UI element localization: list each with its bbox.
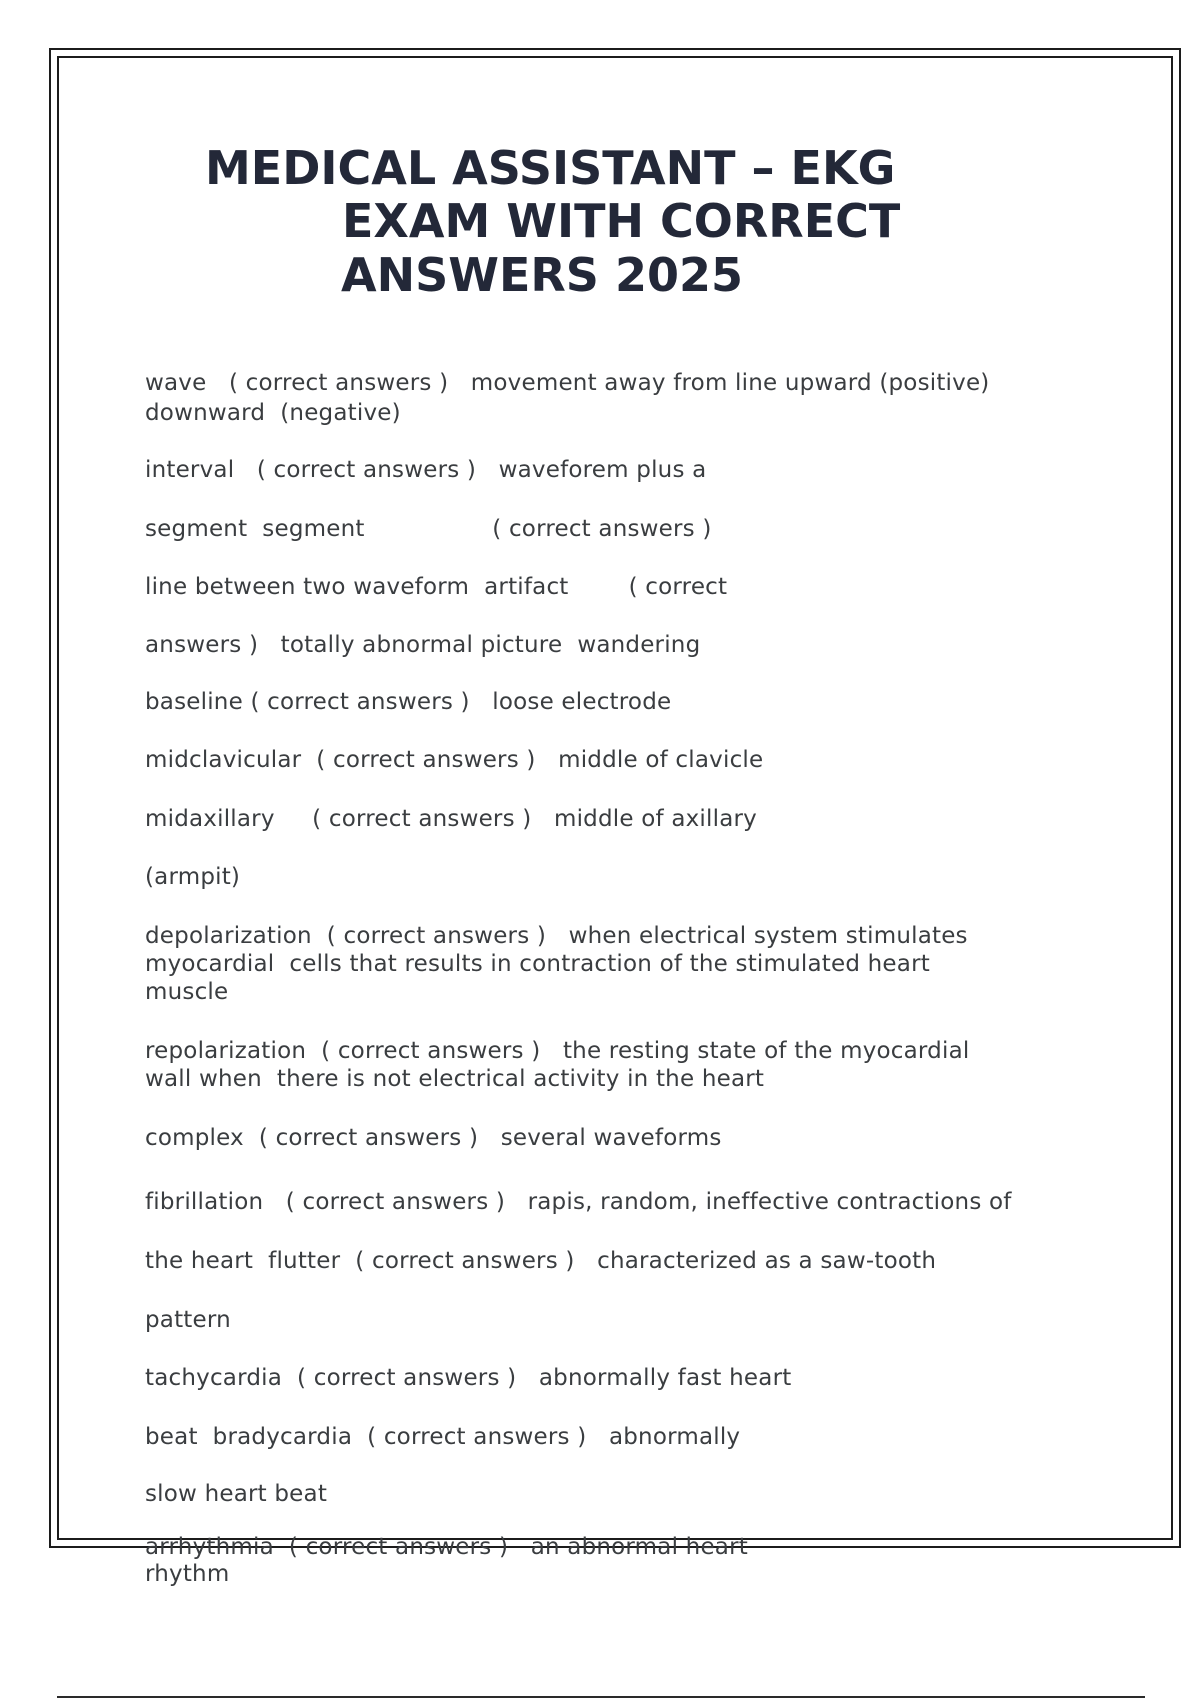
qa-line-depolarization: depolarization ( correct answers ) when electrical system stimulates (145, 923, 968, 949)
qa-line-flutter: the heart flutter ( correct answers ) characterized as a saw-tooth (145, 1248, 937, 1274)
qa-line-repolarization-cont: wall when there is not electrical activity in the heart (145, 1066, 765, 1092)
qa-line-fibrillation: fibrillation ( correct answers ) rapis, random, ineffective contractions of (145, 1189, 1012, 1215)
qa-line-armpit: (armpit) (145, 864, 241, 890)
footer-rule (57, 1696, 1145, 1698)
qa-line-pattern: pattern (145, 1307, 231, 1333)
qa-line-artifact: line between two waveform artifact ( correct (145, 574, 728, 600)
qa-line-wave: wave ( correct answers ) movement away from line upward (positive) (145, 370, 990, 396)
qa-line-depolarization-end: muscle (145, 979, 229, 1005)
qa-line-arrhythmia: arrhythmia ( correct answers ) an abnormal heart (145, 1534, 748, 1560)
qa-line-tachycardia: tachycardia ( correct answers ) abnormally fast heart (145, 1365, 792, 1391)
title-line-1: MEDICAL ASSISTANT – EKG (205, 141, 896, 195)
qa-line-interval: interval ( correct answers ) waveforem plus a (145, 457, 707, 483)
qa-line-wandering: answers ) totally abnormal picture wandering (145, 632, 701, 658)
qa-line-bradycardia: beat bradycardia ( correct answers ) abnormally (145, 1424, 741, 1450)
qa-line-baseline: baseline ( correct answers ) loose electrode (145, 689, 672, 715)
qa-line-repolarization: repolarization ( correct answers ) the resting state of the myocardial (145, 1038, 970, 1064)
qa-line-midaxillary: midaxillary ( correct answers ) middle of axillary (145, 806, 757, 832)
qa-line-midclavicular: midclavicular ( correct answers ) middle of clavicle (145, 747, 764, 773)
qa-line-slow-heart-beat: slow heart beat (145, 1481, 328, 1507)
qa-line-depolarization-cont: myocardial cells that results in contraction of the stimulated heart (145, 951, 930, 977)
title-line-2: EXAM WITH CORRECT (342, 194, 901, 248)
qa-line-wave-cont: downward (negative) (145, 400, 401, 426)
qa-line-complex: complex ( correct answers ) several waveforms (145, 1125, 722, 1151)
qa-line-rhythm: rhythm (145, 1561, 230, 1587)
qa-line-segment: segment segment ( correct answers ) (145, 516, 712, 542)
title-line-3: ANSWERS 2025 (341, 248, 743, 302)
